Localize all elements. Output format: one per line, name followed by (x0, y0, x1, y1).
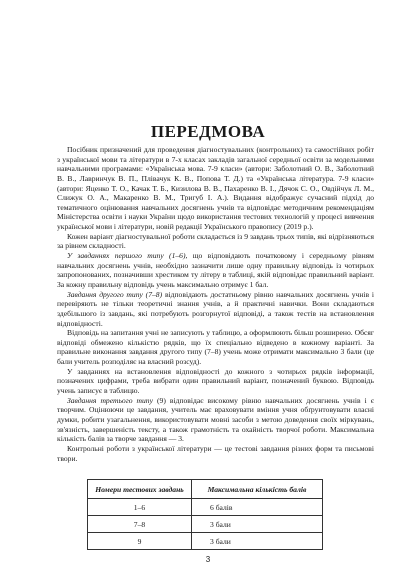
preface-text (57, 145, 374, 463)
type-two-text: відповідають достатньому рівню навчальних досягнень учнів і перевіряють не тільки теоретичні знання учнів, а й практичні навички. Вони складаються здебільшого із завдань, які потребують розгорнутої відповіді, а також тестів на встановлення відповідності. (57, 289, 374, 328)
table-row (88, 516, 323, 533)
paragraph-purpose: Посібник призначений для проведення діагностувальних (контрольних) та самостійних робіт з української мови та літератури в 7-х класах закладів загальної середньої освіти за модельними навчальними програмами: «Українська мова. 7-9 класи» (автори: Заболотний О. В., Заболотний В. В., Лавринчук В. П., Плівачук К. В., Попова Т. Д.) та «Українська література. 7-9 класи» (автори: Яценко Т. О., Качак Т. Б., Кизилова В. В., Пахаренко В. І., Дячок С. О., Овдійчук Л. М., Слижук О. А., Макаренко В. М., Тригуб І. А.). Видання відображує сучасний підхід до тематичного оцінювання навчальних досягнень учнів та відповідає методичним рекомендаціям Міністерства освіти і науки України щодо використання тестових технологій у процесі вивчення української мови і літератури, новій редакції Українського правопису (2019 р.). (57, 145, 374, 232)
points-table (87, 479, 323, 550)
header-max-points: Максимальна кількість балів (192, 480, 323, 499)
paragraph-literature: Контрольні роботи з української літератури — це тестові завдання різних форм та письмові твори. (57, 443, 374, 463)
header-task-numbers: Номери тестових завдань (88, 480, 192, 499)
type-three-text: (9) відповідає високому рівню навчальних досягнень учнів і є творчим. Оцінюючи це завдання, учитель має враховувати вміння учня обґрунтовувати власні думки, робити узагальнення, використовувати мовні засоби з метою доведення своїх міркувань, зв'язність, завершеність тексту, а також грамотність та охайність творчої роботи. Максимальна кількість балів за творче завдання — 3. (57, 395, 374, 444)
paragraph-matching: У завданнях на встановлення відповідності до кожного з чотирьох рядків інформації, позначених цифрами, треба вибрати один правильний варіант, позначений буквою. Відповідь учень записує в таблицю. (57, 366, 374, 396)
paragraph-type-one (57, 251, 374, 290)
table-row (88, 499, 323, 516)
points-cell: 3 бали (192, 516, 323, 533)
task-range-cell: 7–8 (88, 516, 192, 533)
points-cell: 6 балів (192, 499, 323, 516)
points-cell: 3 бали (192, 533, 323, 550)
paragraph-structure: Кожен варіант діагностувальної роботи складається із 9 завдань трьох типів, які відрізняються за рівнем складності. (57, 231, 374, 251)
task-range-cell: 9 (88, 533, 192, 550)
table-row (88, 533, 323, 550)
type-three-lead: Завдання третього типу (67, 395, 153, 405)
type-one-text: що відповідають початковому і середньому рівням навчальних досягнень учнів, необхідно зазначити лише одну правильну відповідь із чотирьох запропонованих, позначивши хрестиком ту літеру в таблиці, якій відповідає правильний варіант. За кожну правильну відповідь учень максимально отримує 1 бал. (57, 251, 374, 289)
paragraph-type-two (57, 290, 374, 329)
page-title: ПЕРЕДМОВА (150, 122, 266, 141)
type-one-lead: У завданнях першого типу (1–6), (67, 251, 188, 261)
task-range-cell: 1–6 (88, 499, 192, 516)
type-two-lead: Завдання другого типу (7–8) (67, 289, 163, 299)
page-number: 3 (205, 555, 211, 564)
paragraph-type-three (57, 396, 374, 444)
paragraph-answer-format: Відповідь на запитання учні не записують у таблицю, а оформлюють більш розширено. Обсяг відповіді обмежено кількістю рядків, що їх спеціально відведено в кожному варіанті. За правильне виконання завдання другого типу (7–8) учень може отримати максимально 3 бали (це бали учитель розподіляє на власний розсуд). (57, 328, 374, 367)
table-header-row (88, 480, 323, 499)
